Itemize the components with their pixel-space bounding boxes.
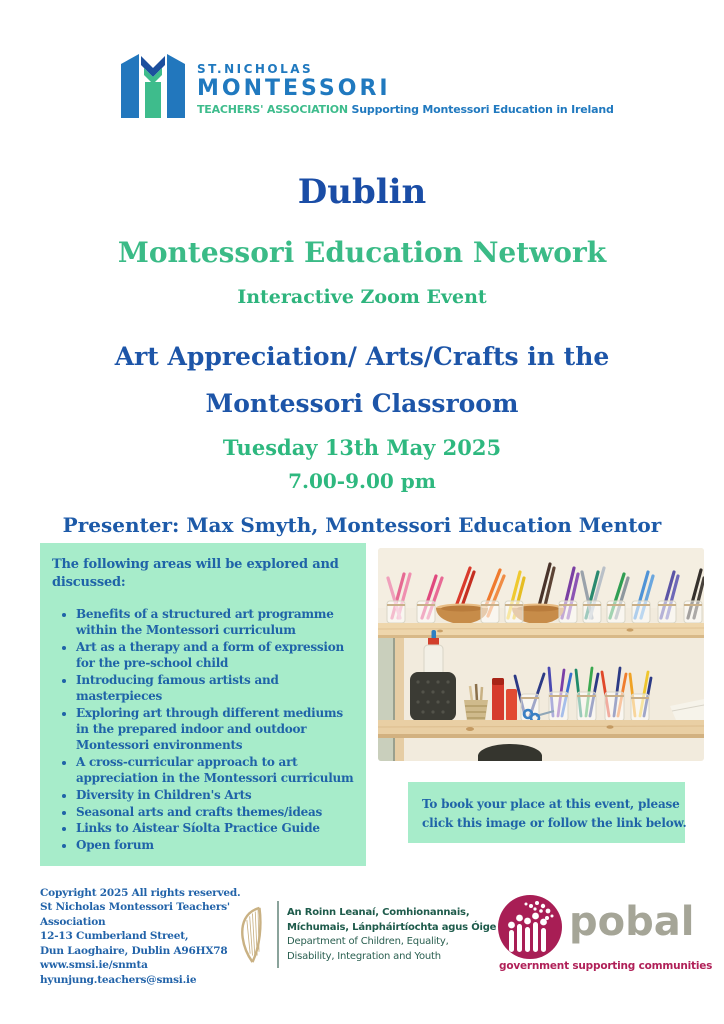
event-title-line1: Art Appreciation/ Arts/Crafts in the [114,342,610,371]
event-date: Tuesday 13th May 2025 [222,435,502,460]
address-line2: Dun Laoghaire, Dublin A96HX78 [40,944,228,957]
topic-item: • Links to Aistear Síolta Practice Guide [76,821,354,837]
dept-irish-line1: An Roinn Leanaí, Comhionannais, [287,907,470,918]
booking-text-line1: To book your place at this event, please [422,797,680,811]
logo-tagline [197,103,627,116]
topics-box [40,543,366,866]
dept-english-line2: Disability, Integration and Youth [287,950,441,962]
pobal-logo [497,893,713,978]
irish-harp-icon [238,904,266,966]
network-heading: Montessori Education Network [117,236,607,269]
address-line1: 12-13 Cumberland Street, [40,930,189,943]
website-link[interactable]: www.smsi.ie/snmta [40,959,148,972]
topic-item: • Exploring art through different mediums in the prepared indoor and outdoor Montessori environments [76,706,354,754]
topic-item: • A cross-curricular approach to art appreciation in the Montessori curriculum [76,755,354,787]
email-link[interactable]: hyunjung.teachers@smsi.ie [40,973,197,986]
logo-name-main: MONTESSORI [197,76,391,101]
topic-item: • Benefits of a structured art programme within the Montessori curriculum [76,607,354,639]
topic-item: • Open forum [76,838,354,854]
event-title-line2: Montessori Classroom [205,389,519,418]
topics-list [52,607,354,854]
dept-english-line1: Department of Children, Equality, [287,936,449,947]
snmta-logo-mark-icon [119,52,187,118]
government-department-block [287,906,497,964]
snmta-logo-text [197,62,627,116]
topic-item: • Introducing famous artists and masterpieces [76,673,354,705]
booking-box [408,782,685,843]
booking-text-line2: click this image or follow the link below. [422,815,687,830]
topic-item: • Art as a therapy and a form of expression for the pre-school child [76,640,354,672]
copyright-line: Copyright 2025 All rights reserved. [40,887,241,899]
logo-supporting-label: Supporting Montessori Education in Ireland [347,103,614,117]
city-heading: Dublin [297,172,427,212]
topics-intro: The following areas will be explored and discussed: [52,557,339,590]
presenter-line: Presenter: Max Smyth, Montessori Education Mentor [62,513,662,537]
event-time: 7.00-9.00 pm [288,469,436,493]
event-type-heading: Interactive Zoom Event [237,286,487,308]
dept-irish-line2: Míchumais, Lánpháirtíochta agus Óige [287,921,497,933]
footer-divider [277,901,279,968]
pobal-people-icon [497,894,563,960]
topic-item: • Diversity in Children's Arts [76,788,354,804]
logo-name-top: ST.NICHOLAS [197,62,314,76]
association-name: St Nicholas Montessori Teachers' Association [40,901,230,928]
pobal-tagline: government supporting communities [499,960,713,972]
pobal-wordmark: pobal [569,899,695,945]
topic-item: • Seasonal arts and crafts themes/ideas [76,805,354,821]
art-supplies-shelf-photo[interactable] [378,548,704,761]
logo-association-label: TEACHERS' ASSOCIATION [197,103,348,117]
